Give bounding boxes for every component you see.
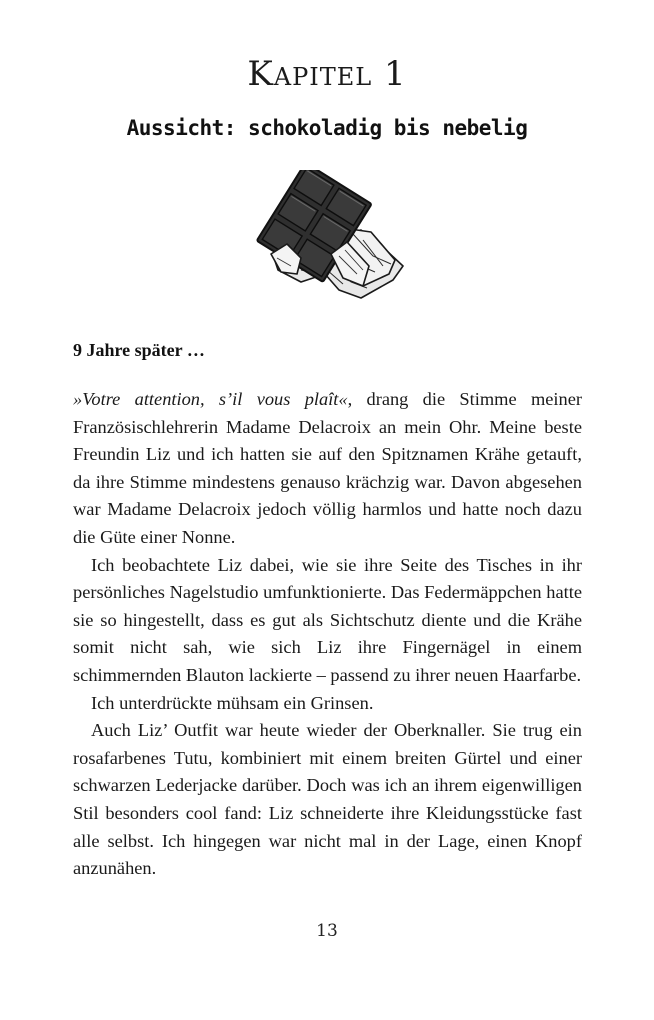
quote-italic: »Votre attention, s’il vous plaît« bbox=[73, 389, 348, 409]
page-number: 13 bbox=[316, 921, 338, 941]
paragraph-text: , drang die Stimme meiner Französischlehrerin Madame Delacroix an mein Ohr. Meine beste Freundin Liz und ich hatten sie auf den Spitznamen Krähe getauft, da ihre Stimme mindestens genauso krächzig war. Davon abgesehen war Madame Delacroix jedoch völlig harmlos und hatte noch dazu die Güte einer Nonne. bbox=[73, 389, 582, 547]
paragraph: Ich beobachtete Liz dabei, wie sie ihre Seite des Tisches in ihr persönliches Nagelstudio umfunktionierte. Das Federmäppchen hatte sie so hingestellt, dass es gut als Sichtschutz diente und die Krähe somit nicht sah, wie sich Liz ihre Fingernägel in einem schimmernden Blauton lackierte – passend zu ihrer neuen Haarfarbe. bbox=[73, 554, 582, 685]
chapter-title: Kapitel 1 bbox=[247, 54, 407, 94]
chapter-subtitle: Aussicht: schokoladig bis nebelig bbox=[126, 116, 528, 140]
chocolate-bar-icon bbox=[243, 170, 413, 300]
paragraph: Ich unterdrückte mühsam ein Grinsen. bbox=[91, 692, 374, 713]
paragraph: Auch Liz’ Outfit war heute wieder der Oberknaller. Sie trug ein rosafarbenes Tutu, kombiniert mit einem breiten Gürtel und einer schwarzen Lederjacke darüber. Doch was ich an ihrem eigenwilligen Stil besonders cool fand: Liz schneiderte ihre Kleidungsstücke fast alle selbst. Ich hingegen war nicht mal in der Lage, einen Knopf anzunähen. bbox=[73, 720, 582, 879]
paragraph bbox=[73, 386, 582, 552]
body-text bbox=[73, 386, 582, 883]
section-heading: 9 Jahre später … bbox=[73, 340, 205, 360]
